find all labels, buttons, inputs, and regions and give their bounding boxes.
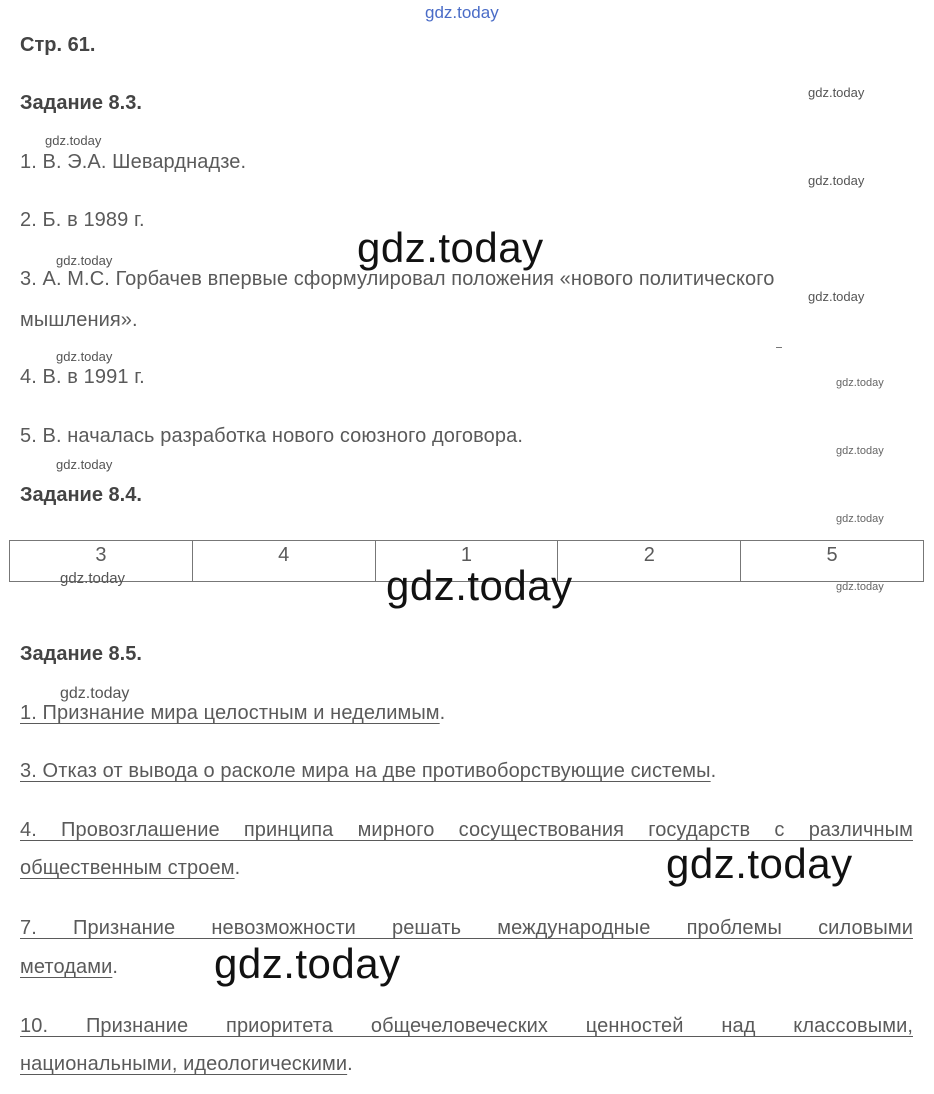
page-title: Стр. 61. [20,34,96,56]
task-8-3-answer-1: 1. В. Э.А. Шеварднадзе. [20,151,247,173]
task-8-5-heading: Задание 8.5. [20,643,142,665]
watermark-small: gdz.today [56,457,113,472]
watermark-small: gdz.today [45,133,102,148]
underlined-text: 4. Провозглашение принципа мирного сосуществования государств с различным [20,819,913,841]
underlined-text: методами [20,956,113,978]
watermark-small: gdz.today [836,581,884,593]
period: . [234,857,241,879]
watermark-large: gdz.today [666,840,853,887]
task-8-3-answer-3: 3. А. М.С. Горбачев впервые сформулировал положения «нового политического [20,268,775,290]
table-cell: 1 [375,541,558,582]
stray-mark [776,347,782,348]
task-8-5-item-4-continued [20,857,240,880]
underlined-text: 1. Признание мира целостным и неделимым [20,702,440,724]
watermark-small: gdz.today [60,570,126,587]
period: . [710,760,717,782]
period: . [347,1053,353,1075]
task-8-5-item-3 [20,760,716,783]
watermark-small: gdz.today [56,253,113,268]
task-8-3-answer-5: 5. В. началась разработка нового союзного договора. [20,425,523,447]
task-8-5-item-1 [20,702,445,725]
watermark-large: gdz.today [386,562,573,609]
task-8-3-answer-4: 4. В. в 1991 г. [20,366,145,388]
task-8-5-item-10 [20,1015,913,1038]
table-cell: 4 [192,541,375,582]
watermark-top: gdz.today [425,3,499,22]
task-8-3-answer-2: 2. Б. в 1989 г. [20,209,145,231]
watermark-small: gdz.today [60,685,130,702]
task-8-5-item-7-continued [20,956,118,979]
period: . [439,702,446,724]
task-8-4-heading: Задание 8.4. [20,484,142,506]
task-8-5-item-4 [20,819,913,842]
watermark-small: gdz.today [836,445,884,457]
task-8-3-answer-3-continued: мышления». [20,309,138,331]
table-cell: 3 [10,541,193,582]
task-8-5-item-10-continued [20,1053,353,1076]
underlined-text: общественным строем [20,857,235,879]
watermark-large: gdz.today [214,940,401,987]
underlined-text: национальными, идеологическими [20,1053,348,1075]
table-cell: 5 [741,541,924,582]
watermark-small: gdz.today [808,85,865,100]
underlined-text: 7. Признание невозможности решать международные проблемы силовыми [20,917,913,939]
task-8-3-heading: Задание 8.3. [20,92,142,114]
period: . [112,956,119,978]
underlined-text: 3. Отказ от вывода о расколе мира на две противоборствующие системы [20,760,711,782]
watermark-small: gdz.today [808,173,865,188]
table-cell: 2 [558,541,741,582]
task-8-5-item-7 [20,917,913,940]
watermark-small: gdz.today [836,513,884,525]
watermark-small: gdz.today [56,349,113,364]
watermark-small: gdz.today [836,377,884,389]
watermark-large: gdz.today [357,224,544,271]
watermark-small: gdz.today [808,289,865,304]
underlined-text: 10. Признание приоритета общечеловеческих ценностей над классовыми, [20,1015,913,1037]
